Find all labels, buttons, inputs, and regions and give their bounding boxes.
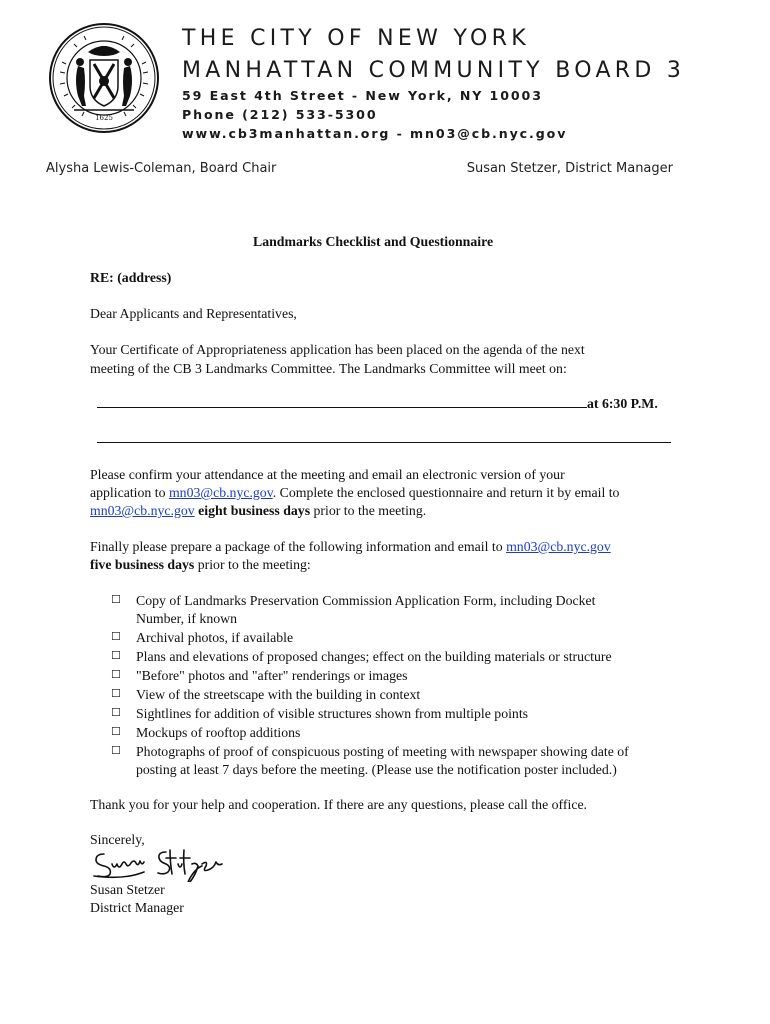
para1-line2: meeting of the CB 3 Landmarks Committee. The Landmarks Committee will meet on:	[90, 361, 567, 376]
salutation: Dear Applicants and Representatives,	[90, 306, 297, 321]
checkbox-icon[interactable]: ☐	[111, 688, 121, 700]
meeting-date-blank	[97, 407, 587, 408]
email-link[interactable]: mn03@cb.nyc.gov	[90, 503, 195, 518]
letterhead-web-email: www.cb3manhattan.org - mn03@cb.nyc.gov	[182, 126, 568, 141]
checkbox-icon[interactable]: ☐	[111, 594, 121, 606]
city-seal-logo	[48, 22, 160, 134]
re-line: RE: (address)	[90, 270, 172, 285]
para3-line2	[90, 555, 311, 574]
letterhead-address: 59 East 4th Street - New York, NY 10003	[182, 88, 543, 103]
thanks-line: Thank you for your help and cooperation. If there are any questions, please call the office.	[90, 797, 588, 812]
para2-text-b: . Complete the enclosed questionnaire and return it by email to	[272, 485, 620, 500]
closing: Sincerely,	[90, 832, 145, 847]
para2-line3	[90, 501, 426, 520]
checklist-item: Photographs of proof of conspicuous posting of meeting with newspaper showing date of	[136, 744, 629, 759]
para2-text-c: prior to the meeting.	[310, 503, 427, 518]
para2-line2	[90, 483, 619, 502]
checklist-item: Plans and elevations of proposed changes; effect on the building materials or structure	[136, 649, 612, 664]
board-chair: Alysha Lewis-Coleman, Board Chair	[46, 161, 277, 176]
signer-title: District Manager	[90, 900, 184, 915]
district-manager: Susan Stetzer, District Manager	[466, 161, 673, 176]
para2-line1: Please confirm your attendance at the meeting and email an electronic version of your	[90, 467, 565, 482]
letterhead-title-line2: MANHATTAN COMMUNITY BOARD 3	[182, 58, 686, 83]
checklist-item: "Before" photos and "after" renderings or images	[136, 668, 408, 683]
checkbox-icon[interactable]: ☐	[111, 726, 121, 738]
para1-line1: Your Certificate of Appropriateness application has been placed on the agenda of the next	[90, 342, 585, 357]
checklist-item-continued: Number, if known	[136, 611, 237, 626]
para3-text-a: Finally please prepare a package of the following information and email to	[90, 539, 507, 554]
email-link[interactable]: mn03@cb.nyc.gov	[506, 539, 611, 554]
para3-line1	[90, 537, 611, 556]
checklist-item: Mockups of rooftop additions	[136, 725, 301, 740]
signature-image	[90, 842, 224, 882]
checkbox-icon[interactable]: ☐	[111, 745, 121, 757]
checkbox-icon[interactable]: ☐	[111, 631, 121, 643]
para2-text-a: application to	[90, 485, 169, 500]
eight-business-days: eight business days	[194, 503, 311, 518]
checkbox-icon[interactable]: ☐	[111, 707, 121, 719]
checkbox-icon[interactable]: ☐	[111, 650, 121, 662]
letterhead-phone: Phone (212) 533-5300	[182, 107, 378, 122]
checklist-item: Sightlines for addition of visible structures shown from multiple points	[136, 706, 529, 721]
meeting-location-blank	[97, 442, 671, 443]
letterhead-title-line1: THE CITY OF NEW YORK	[182, 26, 530, 51]
five-business-days: five business days	[90, 557, 195, 572]
checklist-item: Archival photos, if available	[136, 630, 294, 645]
seal-year: 1625	[95, 114, 113, 122]
signer-name: Susan Stetzer	[90, 882, 165, 897]
checklist-item: Copy of Landmarks Preservation Commission Application Form, including Docket	[136, 593, 596, 608]
checkbox-icon[interactable]: ☐	[111, 669, 121, 681]
checklist-item: View of the streetscape with the building in context	[136, 687, 421, 702]
letter-title: Landmarks Checklist and Questionnaire	[253, 234, 494, 249]
email-link[interactable]: mn03@cb.nyc.gov	[168, 485, 273, 500]
meeting-time: at 6:30 P.M.	[587, 396, 658, 411]
para3-text-b: prior to the meeting:	[194, 557, 311, 572]
checklist-item-continued: posting at least 7 days before the meeting. (Please use the notification poster included.)	[136, 762, 617, 777]
